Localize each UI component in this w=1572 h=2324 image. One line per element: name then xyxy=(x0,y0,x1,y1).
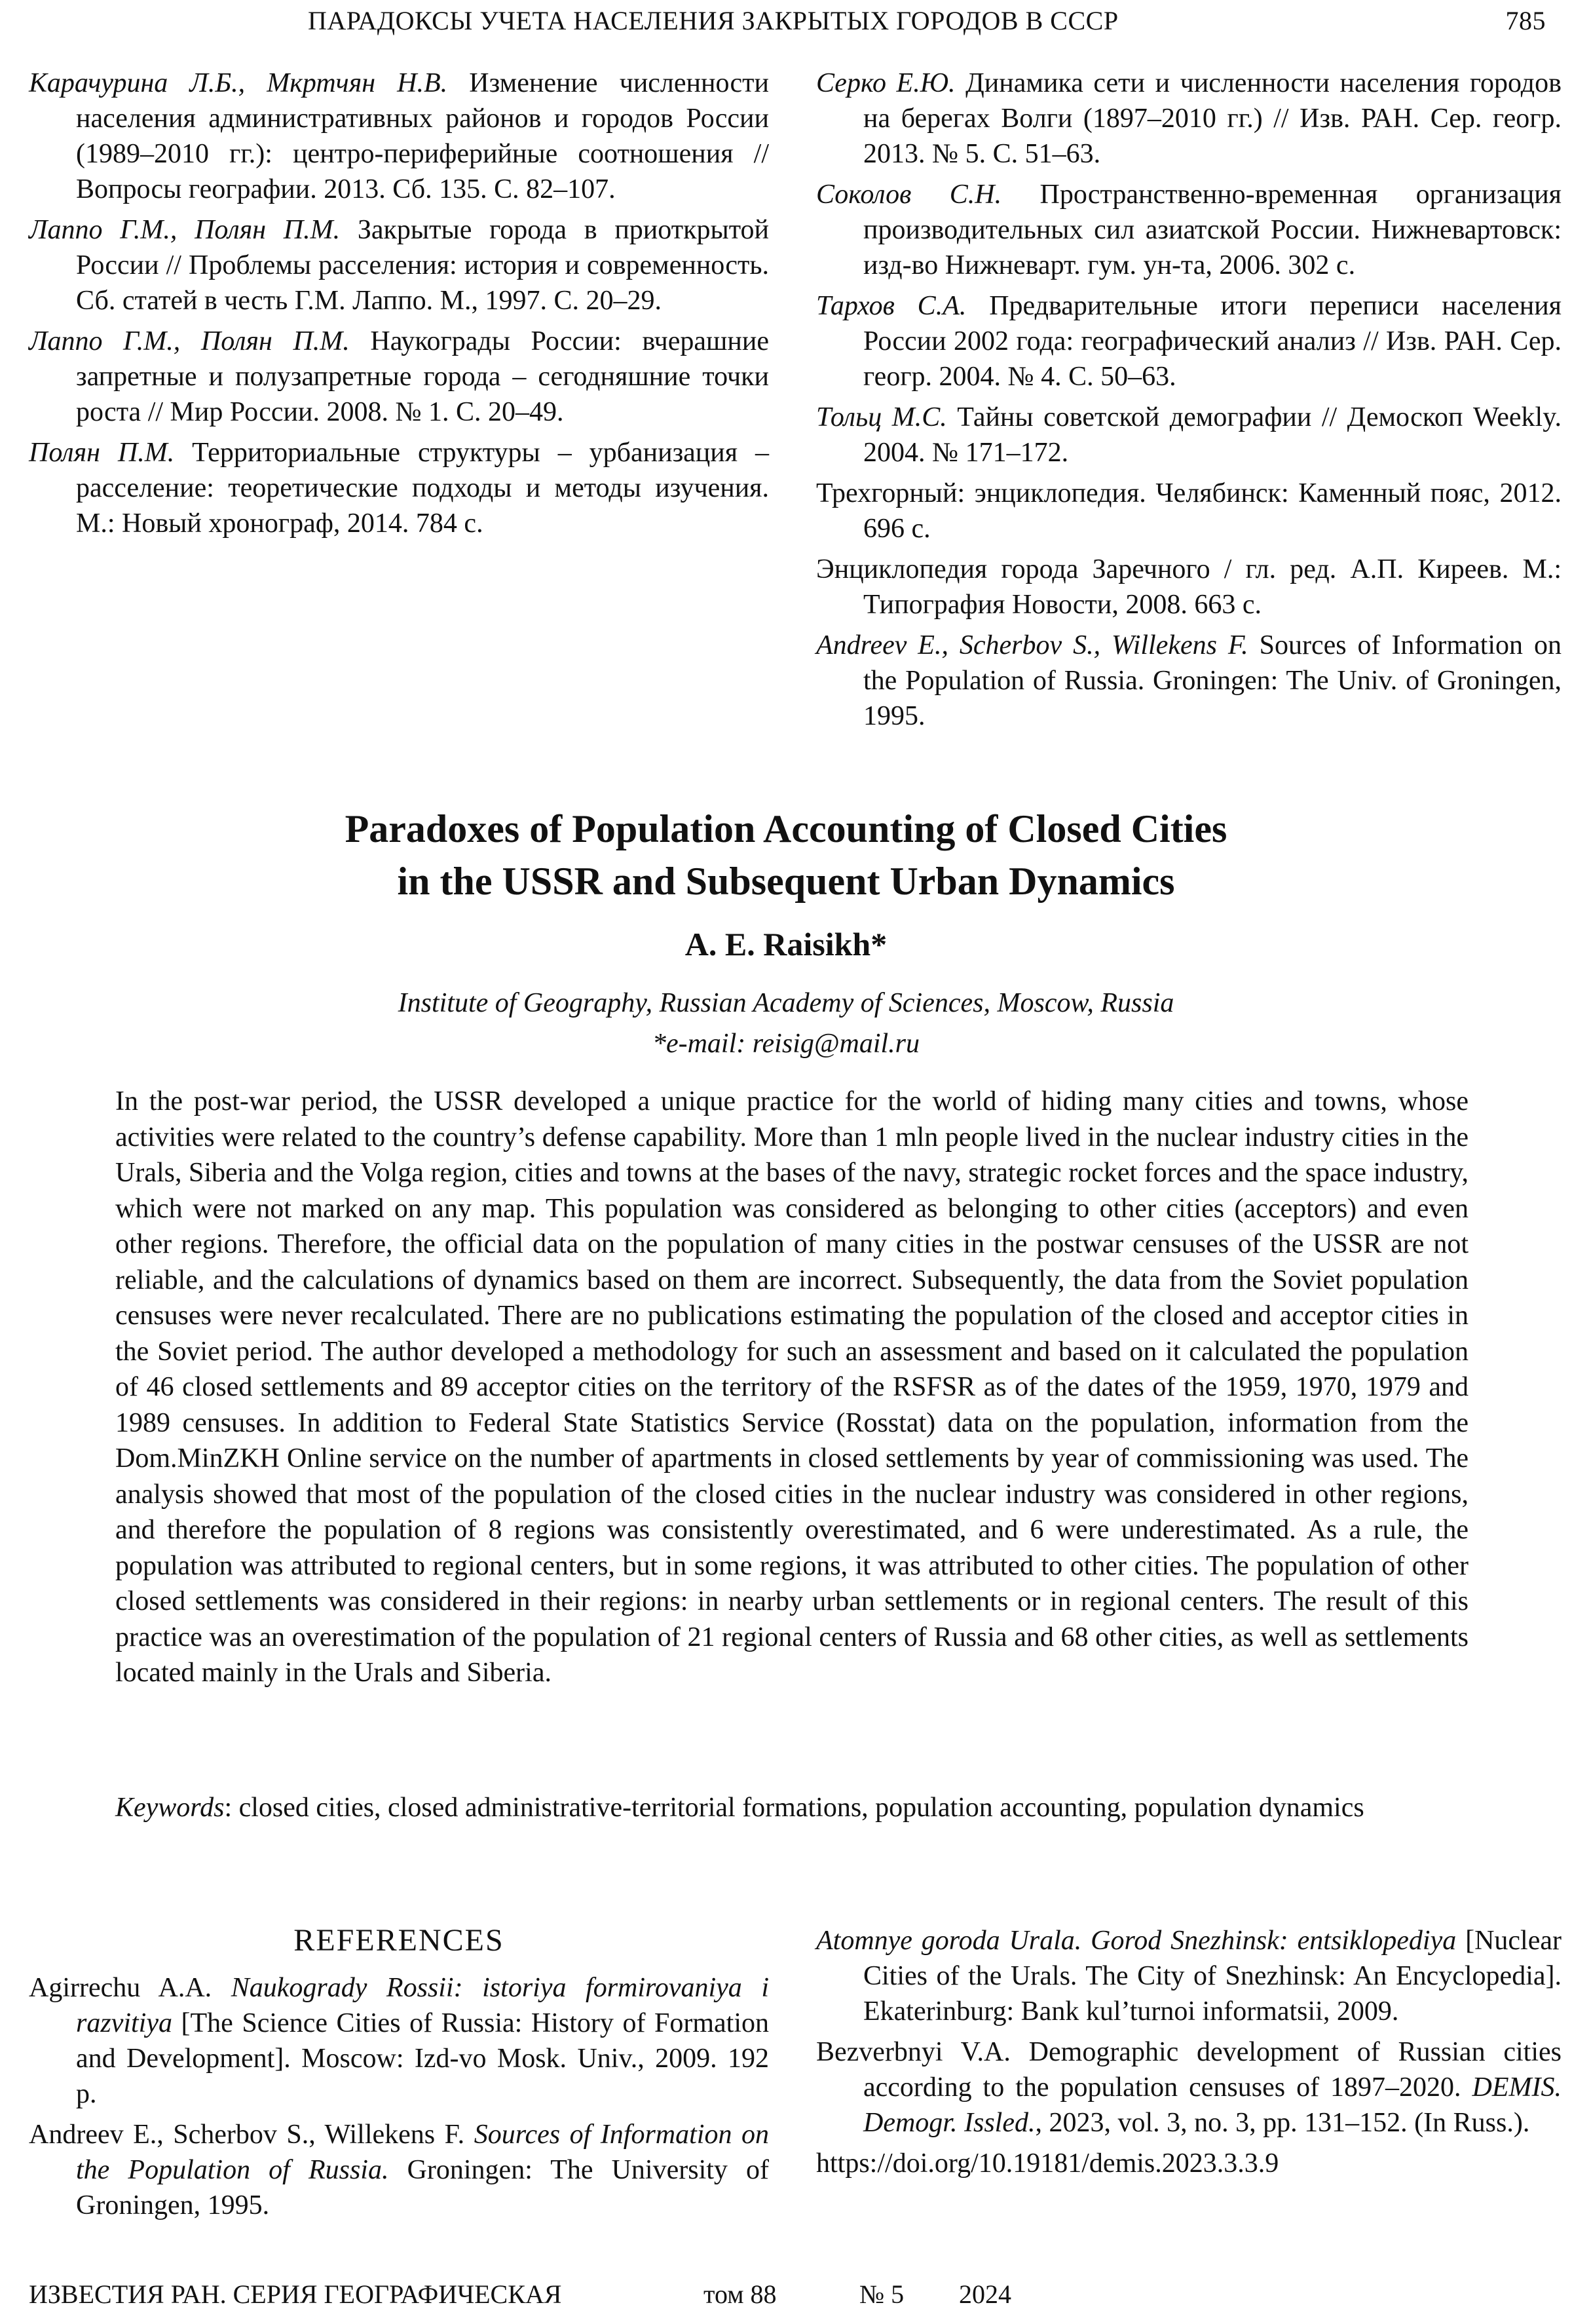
ref-title: Atomnye goroda Urala. Gorod Snezhinsk: entsiklopediya xyxy=(816,1926,1457,1956)
article-title-line-2: in the USSR and Subsequent Urban Dynamics xyxy=(397,860,1175,903)
author-email: *e-mail: reisig@mail.ru xyxy=(652,1029,920,1059)
footer-volume: том 88 xyxy=(703,2279,777,2309)
running-head-title: ПАРАДОКСЫ УЧЕТА НАСЕЛЕНИЯ ЗАКРЫТЫХ ГОРОДОВ В СССР xyxy=(308,6,1119,35)
ref-text: , 2023, vol. 3, no. 3, pp. 131–152. (In Russ.). xyxy=(1035,2108,1530,2138)
reference-item xyxy=(816,177,1562,283)
abstract: In the post-war period, the USSR developed a unique practice for the world of hiding many cities and towns, whose activities were related to the country’s defense capability. More than 1 mln people lived in the nuclear industry cities in the Urals, Siberia and the Volga region, cities and towns at the bases of the navy, strategic rocket forces and the space industry, which were not marked on any map. This population was considered as belonging to other cities (acceptors) and even other regions. Therefore, the official data on the population of many cities in the postwar censuses of the USSR are not reliable, and the calculations of dynamics based on them are incorrect. Subsequently, the data from the Soviet population censuses were never recalculated. There are no publications estimating the population of the closed and acceptor cities in the Soviet period. The author developed a methodology for such an assessment and based on it calculated the population of 46 closed settlements and 89 acceptor cities on the territory of the RSFSR as of the dates of the 1959, 1970, 1979 and 1989 censuses. In addition to Federal State Statistics Service (Rosstat) data on the population, information from the Dom.MinZKH Online service on the number of apartments in closed settlements by year of commissioning was used. The analysis showed that most of the population of the closed cities in the nuclear industry was considered in other regions, and therefore the population of 8 regions was consistently overestimated, and 6 were underestimated. As a rule, the population was attributed to regional centers, but in some regions, it was attributed to other cities. The population of other closed settlements was considered in their regions: in nearby urban settlements or in regional centers. The result of this practice was an overestimation of the population of 21 regional centers of Russia and 68 other cities, as well as settlements located mainly in the Urals and Siberia. xyxy=(115,1086,1469,1688)
ref-text: Groningen: The University of Groningen, 1995. xyxy=(76,2155,770,2220)
ref-author: Тархов С.А. xyxy=(816,291,967,321)
reference-item xyxy=(816,2034,1562,2141)
ref-text: Bezverbnyi V.A. Demographic development of Russian cities according to the population censuses of 1897–2020. xyxy=(816,2037,1562,2103)
ref-text: Трехгорный: энциклопедия. Челябинск: Каменный пояс, 2012. 696 с. xyxy=(816,478,1562,544)
ref-text: Наукограды России: вчерашние запретные и полузапретные города – сегодняшние точки роста // Мир России. 2008. № 1. С. 20–49. xyxy=(76,326,769,427)
page-footer xyxy=(29,2279,1562,2315)
ref-text: Andreev E., Scherbov S., Willekens F. xyxy=(29,2120,474,2150)
ref-text: Территориальные структуры – урбанизация – расселение: теоретические подходы и методы изучения. М.: Новый хронограф, 2014. 784 с. xyxy=(76,438,769,539)
reference-item xyxy=(816,400,1562,470)
doi-link[interactable]: https://doi.org/10.19181/demis.2023.3.3.9 xyxy=(816,2148,1279,2179)
reference-item xyxy=(816,476,1562,546)
affiliation: Institute of Geography, Russian Academy of Sciences, Moscow, Russia xyxy=(398,988,1174,1018)
ref-title: Sources of Information on the Population of Russia. xyxy=(76,2120,769,2185)
top-references-right xyxy=(816,66,1562,739)
reference-item xyxy=(816,552,1562,622)
reference-item xyxy=(29,1970,769,2112)
ref-title: DEMIS. Demogr. Issled. xyxy=(863,2072,1562,2138)
references-left xyxy=(29,1923,769,2228)
article-title-line-1: Paradoxes of Population Accounting of Closed Cities xyxy=(345,807,1227,850)
ref-text: Agirrechu A.A. xyxy=(29,1973,231,2003)
reference-item xyxy=(816,628,1562,734)
ref-author: Карачурина Л.Б., Мкртчян Н.В. xyxy=(29,68,448,98)
ref-text: [The Science Cities of Russia: History of Formation and Development]. Moscow: Izd-vo Mosk. Univ., 2009. 192 p. xyxy=(76,2008,769,2109)
reference-item xyxy=(816,1923,1562,2029)
ref-text: Изменение численности населения административных районов и городов России (1989–2010 гг.): центро-периферийные соотношения // Вопросы географии. 2013. Сб. 135. С. 82–107. xyxy=(76,68,770,204)
reference-item xyxy=(816,66,1562,172)
ref-author: Соколов С.Н. xyxy=(816,180,1002,210)
reference-item xyxy=(29,324,769,430)
ref-text: [Nuclear Cities of the Urals. The City of Snezhinsk: An Encyclopedia]. Ekaterinburg: Bank kul’turnoi informatsii, 2009. xyxy=(863,1926,1562,2027)
footer-year: 2024 xyxy=(959,2279,1011,2309)
top-references-left xyxy=(29,66,769,546)
keywords xyxy=(115,1790,1469,1826)
reference-item xyxy=(816,288,1562,394)
ref-author: Лаппо Г.М., Полян П.М. xyxy=(29,326,350,356)
page-number: 785 xyxy=(1505,6,1546,35)
ref-text: Тайны советской демографии // Демоскоп Weekly. 2004. № 171–172. xyxy=(863,402,1562,468)
ref-author: Лаппо Г.М., Полян П.М. xyxy=(29,215,341,245)
running-head xyxy=(26,5,1546,45)
ref-author: Тольц М.С. xyxy=(816,402,947,432)
keywords-text: : closed cities, closed administrative-territorial formations, population accounting, population dynamics xyxy=(224,1793,1364,1823)
ref-author: Andreev E., Scherbov S., Willekens F. xyxy=(816,630,1248,660)
ref-text: Энциклопедия города Заречного / гл. ред. А.П. Киреев. М.: Типография Новости, 2008. 663 с. xyxy=(816,554,1562,620)
references-heading: REFERENCES xyxy=(293,1923,504,1958)
affiliation-block xyxy=(0,983,1572,1064)
ref-author: Серко Е.Ю. xyxy=(816,68,956,98)
reference-item xyxy=(29,2117,769,2223)
keywords-label: Keywords xyxy=(115,1793,225,1823)
reference-item xyxy=(29,66,769,207)
ref-text: Пространственно-временная организация производительных сил азиатской России. Нижневартовск: изд-во Нижневарт. гум. ун-та, 2006. 302 с. xyxy=(863,180,1562,280)
article-author: A. E. Raisikh* xyxy=(684,926,888,962)
ref-author: Полян П.М. xyxy=(29,438,175,468)
footer-journal: ИЗВЕСТИЯ РАН. СЕРИЯ ГЕОГРАФИЧЕСКАЯ xyxy=(29,2279,562,2309)
ref-text: Закрытые города в приоткрытой России // Проблемы расселения: история и современность. Сб. статей в честь Г.М. Лаппо. М., 1997. С. 20–29. xyxy=(76,215,769,316)
ref-text: Предварительные итоги переписи населения России 2002 года: географический анализ // Изв. РАН. Сер. геогр. 2004. № 4. С. 50–63. xyxy=(863,291,1562,392)
ref-title: Naukogrady Rossii: istoriya formirovaniya i razvitiya xyxy=(76,1973,769,2038)
footer-issue: № 5 xyxy=(859,2279,905,2309)
article-title xyxy=(0,803,1572,907)
reference-item xyxy=(29,435,769,541)
ref-text: Sources of Information on the Population of Russia. Groningen: The Univ. of Groningen, 1995. xyxy=(863,630,1562,731)
references-right xyxy=(816,1923,1562,2186)
ref-text: Динамика сети и численности населения городов на берегах Волги (1897–2010 гг.) // Изв. РАН. Сер. геогр. 2013. № 5. С. 51–63. xyxy=(863,68,1562,169)
reference-item xyxy=(29,212,769,318)
